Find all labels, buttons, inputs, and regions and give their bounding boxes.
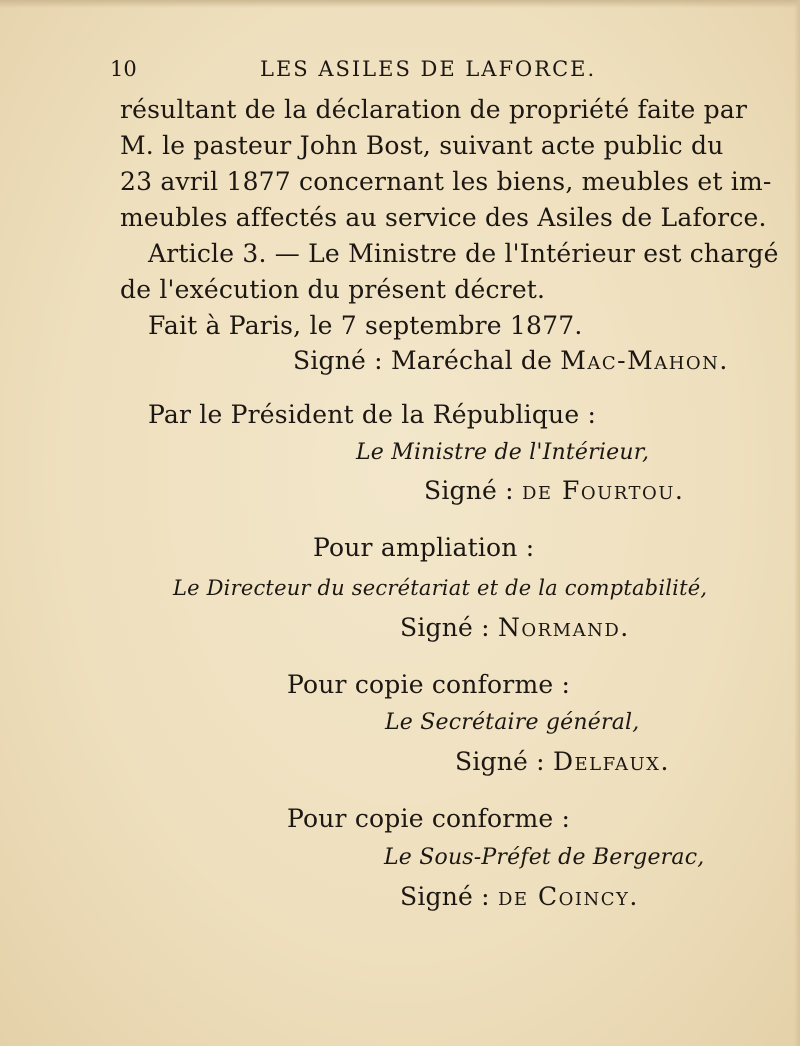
signature-prefix: Signé : <box>400 613 498 642</box>
body-line: de l'exécution du présent décret. <box>120 275 546 304</box>
body-line: M. le pasteur John Bost, suivant acte public du <box>120 131 724 160</box>
signatory-name: Mac-Mahon. <box>560 346 729 375</box>
sous-prefet-title: Le Sous-Préfet de Bergerac, <box>384 845 705 870</box>
signature-mac-mahon <box>293 346 729 376</box>
page-number: 10 <box>110 57 137 81</box>
secretaire-title: Le Secrétaire général, <box>385 710 640 735</box>
signature-normand <box>400 613 630 643</box>
signatory-name: Delfaux. <box>552 747 670 776</box>
ministre-title: Le Ministre de l'Intérieur, <box>356 440 650 465</box>
signature-prefix: Signé : <box>455 747 553 776</box>
body-line: résultant de la déclaration de propriété faite par <box>120 95 748 124</box>
running-title: LES ASILES DE LAFORCE. <box>260 57 597 81</box>
body-line: Fait à Paris, le 7 septembre 1877. <box>148 311 583 340</box>
signature-fourtou <box>424 476 684 506</box>
signature-prefix: Signé : Maréchal de <box>293 346 561 375</box>
signatory-name: de Coincy. <box>497 882 639 911</box>
body-line: meubles affectés au service des Asiles de Laforce. <box>120 203 767 232</box>
body-line: Article 3. — Le Ministre de l'Intérieur est chargé <box>148 239 779 268</box>
president-line: Par le Président de la République : <box>148 400 597 429</box>
signature-coincy <box>400 882 639 912</box>
page-top-edge <box>0 0 800 8</box>
signatory-name: de Fourtou. <box>521 476 685 505</box>
copie-conforme-line: Pour copie conforme : <box>287 804 571 833</box>
body-line: 23 avril 1877 concernant les biens, meubles et im- <box>120 167 772 196</box>
signature-delfaux <box>455 747 670 777</box>
directeur-title: Le Directeur du secrétariat et de la comptabilité, <box>173 576 708 600</box>
signatory-name: Normand. <box>497 613 630 642</box>
page-header <box>110 54 690 84</box>
copie-conforme-line: Pour copie conforme : <box>287 670 571 699</box>
signature-prefix: Signé : <box>424 476 522 505</box>
page-right-edge <box>794 0 800 1046</box>
signature-prefix: Signé : <box>400 882 498 911</box>
ampliation-line: Pour ampliation : <box>313 533 535 562</box>
